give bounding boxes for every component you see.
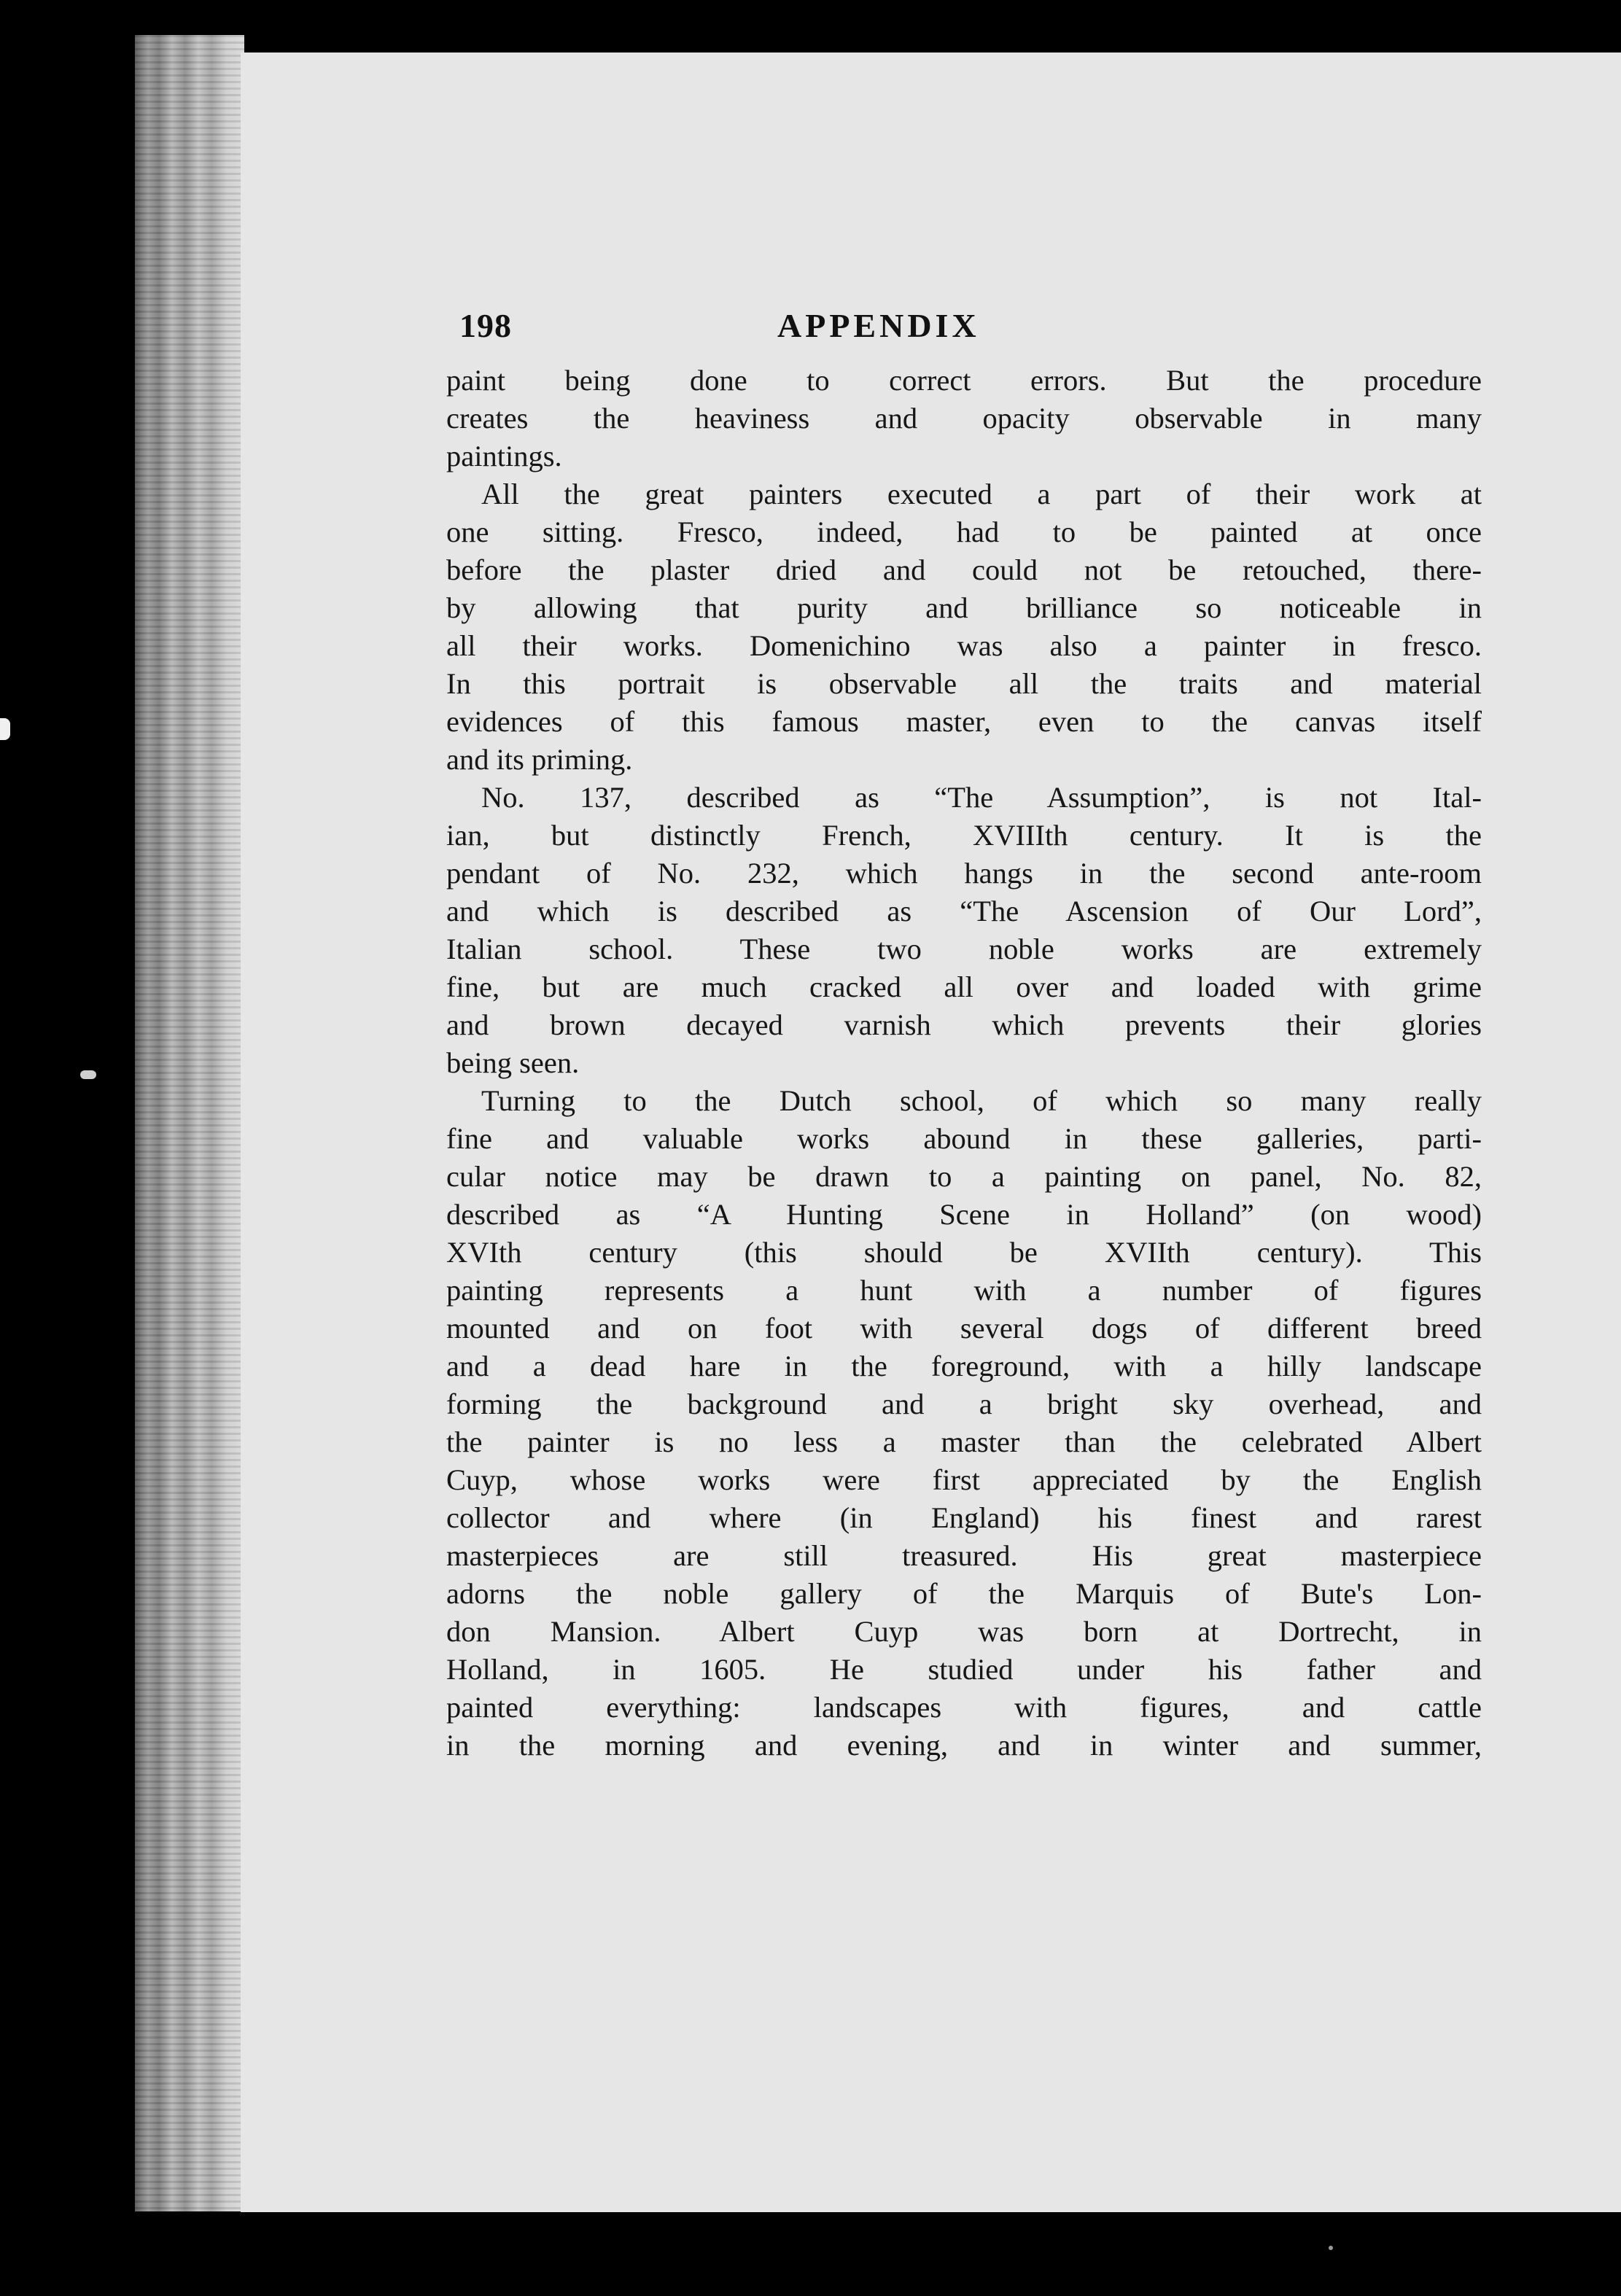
text-line: and its priming. xyxy=(446,743,633,776)
margin-mark xyxy=(80,1070,96,1079)
text-line: the painter is no less a master than the celebrated Albert xyxy=(446,1425,1482,1458)
dust-speck xyxy=(1329,2246,1333,2250)
text-line: and brown decayed varnish which prevents their glories xyxy=(446,1008,1482,1041)
text-line: All the great painters executed a part of their work at xyxy=(481,478,1482,510)
running-head: APPENDIX xyxy=(777,307,980,344)
page-number: 198 xyxy=(459,307,512,344)
text-line: forming the background and a bright sky overhead, and xyxy=(446,1388,1482,1420)
text-line: Italian school. These two noble works are extremely xyxy=(446,933,1482,965)
text-line: No. 137, described as “The Assumption”, is not Ital- xyxy=(481,781,1482,814)
text-line: collector and where (in England) his finest and rarest xyxy=(446,1501,1482,1534)
text-line: pendant of No. 232, which hangs in the second ante-room xyxy=(446,857,1482,890)
text-line: by allowing that purity and brilliance so noticeable in xyxy=(446,591,1482,624)
text-line: cular notice may be drawn to a painting on panel, No. 82, xyxy=(446,1160,1482,1193)
text-line: painted everything: landscapes with figures, and cattle xyxy=(446,1691,1482,1724)
text-line: evidences of this famous master, even to the canvas itself xyxy=(446,705,1482,738)
text-line: don Mansion. Albert Cuyp was born at Dortrecht, in xyxy=(446,1615,1482,1648)
page-header xyxy=(459,290,1495,370)
text-line: Turning to the Dutch school, of which so many really xyxy=(481,1084,1482,1117)
margin-mark xyxy=(0,718,10,740)
text-line: all their works. Domenichino was also a painter in fresco. xyxy=(446,629,1482,662)
text-line: paintings. xyxy=(446,440,562,472)
text-line: painting represents a hunt with a number of figures xyxy=(446,1274,1482,1307)
text-line: In this portrait is observable all the traits and material xyxy=(446,667,1482,700)
text-line: one sitting. Fresco, indeed, had to be painted at once xyxy=(446,515,1482,548)
text-line: mounted and on foot with several dogs of different breed xyxy=(446,1312,1482,1344)
book-spine-gutter xyxy=(135,35,244,2211)
text-line: Cuyp, whose works were first appreciated by the English xyxy=(446,1463,1482,1496)
text-line: being seen. xyxy=(446,1046,580,1079)
body-text xyxy=(446,362,1482,1764)
text-line: and a dead hare in the foreground, with a hilly landscape xyxy=(446,1350,1482,1382)
text-line: before the plaster dried and could not be retouched, there- xyxy=(446,553,1482,586)
text-line: described as “A Hunting Scene in Holland” (on wood) xyxy=(446,1198,1482,1231)
text-line: creates the heaviness and opacity observable in many xyxy=(446,402,1482,435)
text-line: in the morning and evening, and in winter and summer, xyxy=(446,1729,1482,1762)
text-line: Holland, in 1605. He studied under his father and xyxy=(446,1653,1482,1686)
text-line: fine, but are much cracked all over and loaded with grime xyxy=(446,970,1482,1003)
text-line: XVIth century (this should be XVIIth century). This xyxy=(446,1236,1482,1269)
text-line: paint being done to correct errors. But the procedure xyxy=(446,364,1482,397)
text-line: and which is described as “The Ascension of Our Lord”, xyxy=(446,895,1482,927)
text-line: adorns the noble gallery of the Marquis of Bute's Lon- xyxy=(446,1577,1482,1610)
text-line: ian, but distinctly French, XVIIIth century. It is the xyxy=(446,819,1482,852)
text-line: masterpieces are still treasured. His great masterpiece xyxy=(446,1539,1482,1572)
text-line: fine and valuable works abound in these galleries, parti- xyxy=(446,1122,1482,1155)
